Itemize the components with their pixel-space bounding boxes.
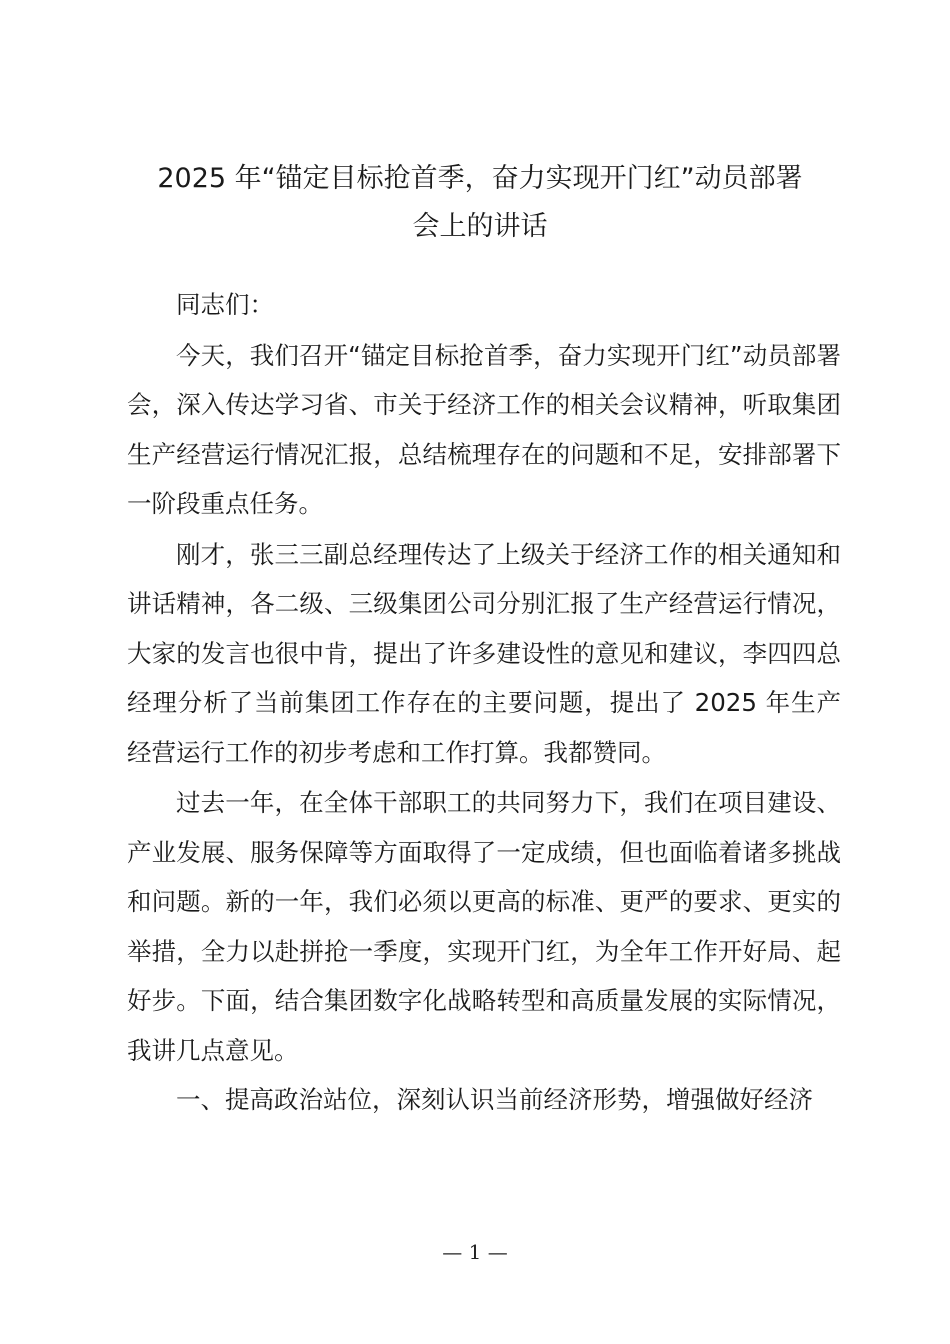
document-title-line-2: 会上的讲话 — [412, 211, 548, 242]
salutation: 同志们： — [176, 290, 274, 319]
paragraph-opening: 今天，我们召开“锚定目标抢首季，奋力实现开门红”动员部署会，深入传达学习省、市关于经济工作的相关会议精神，听取集团生产经营运行情况汇报，总结梳理存在的问题和不足，安排部署下一阶段重点任务。 — [127, 340, 841, 518]
paragraph-past-year: 过去一年，在全体干部职工的共同努力下，我们在项目建设、产业发展、服务保障等方面取得了一定成绩，但也面临着诸多挑战和问题。新的一年，我们必须以更高的标准、更严的要求、更实的举措，全力以赴拼抢一季度，实现开门红，为全年工作开好局、起好步。下面，结合集团数字化战略转型和高质量发展的实际情况，我讲几点意见。 — [127, 788, 841, 1065]
paragraph-reports: 刚才，张三三副总经理传达了上级关于经济工作的相关通知和讲话精神，各二级、三级集团公司分别汇报了生产经营运行情况，大家的发言也很中肯，提出了许多建设性的意见和建议，李四四总经理分析了当前集团工作存在的主要问题，提出了 2025 年生产经营运行工作的初步考虑和工作打算。我都赞同。 — [127, 539, 841, 767]
section-heading-1: 一、提高政治站位，深刻认识当前经济形势，增强做好经济 — [176, 1085, 813, 1114]
page-number: — 1 — — [442, 1240, 508, 1264]
document-body — [127, 280, 841, 1125]
document-title-line-1: 2025 年“锚定目标抢首季，奋力实现开门红”动员部署 — [157, 163, 803, 194]
